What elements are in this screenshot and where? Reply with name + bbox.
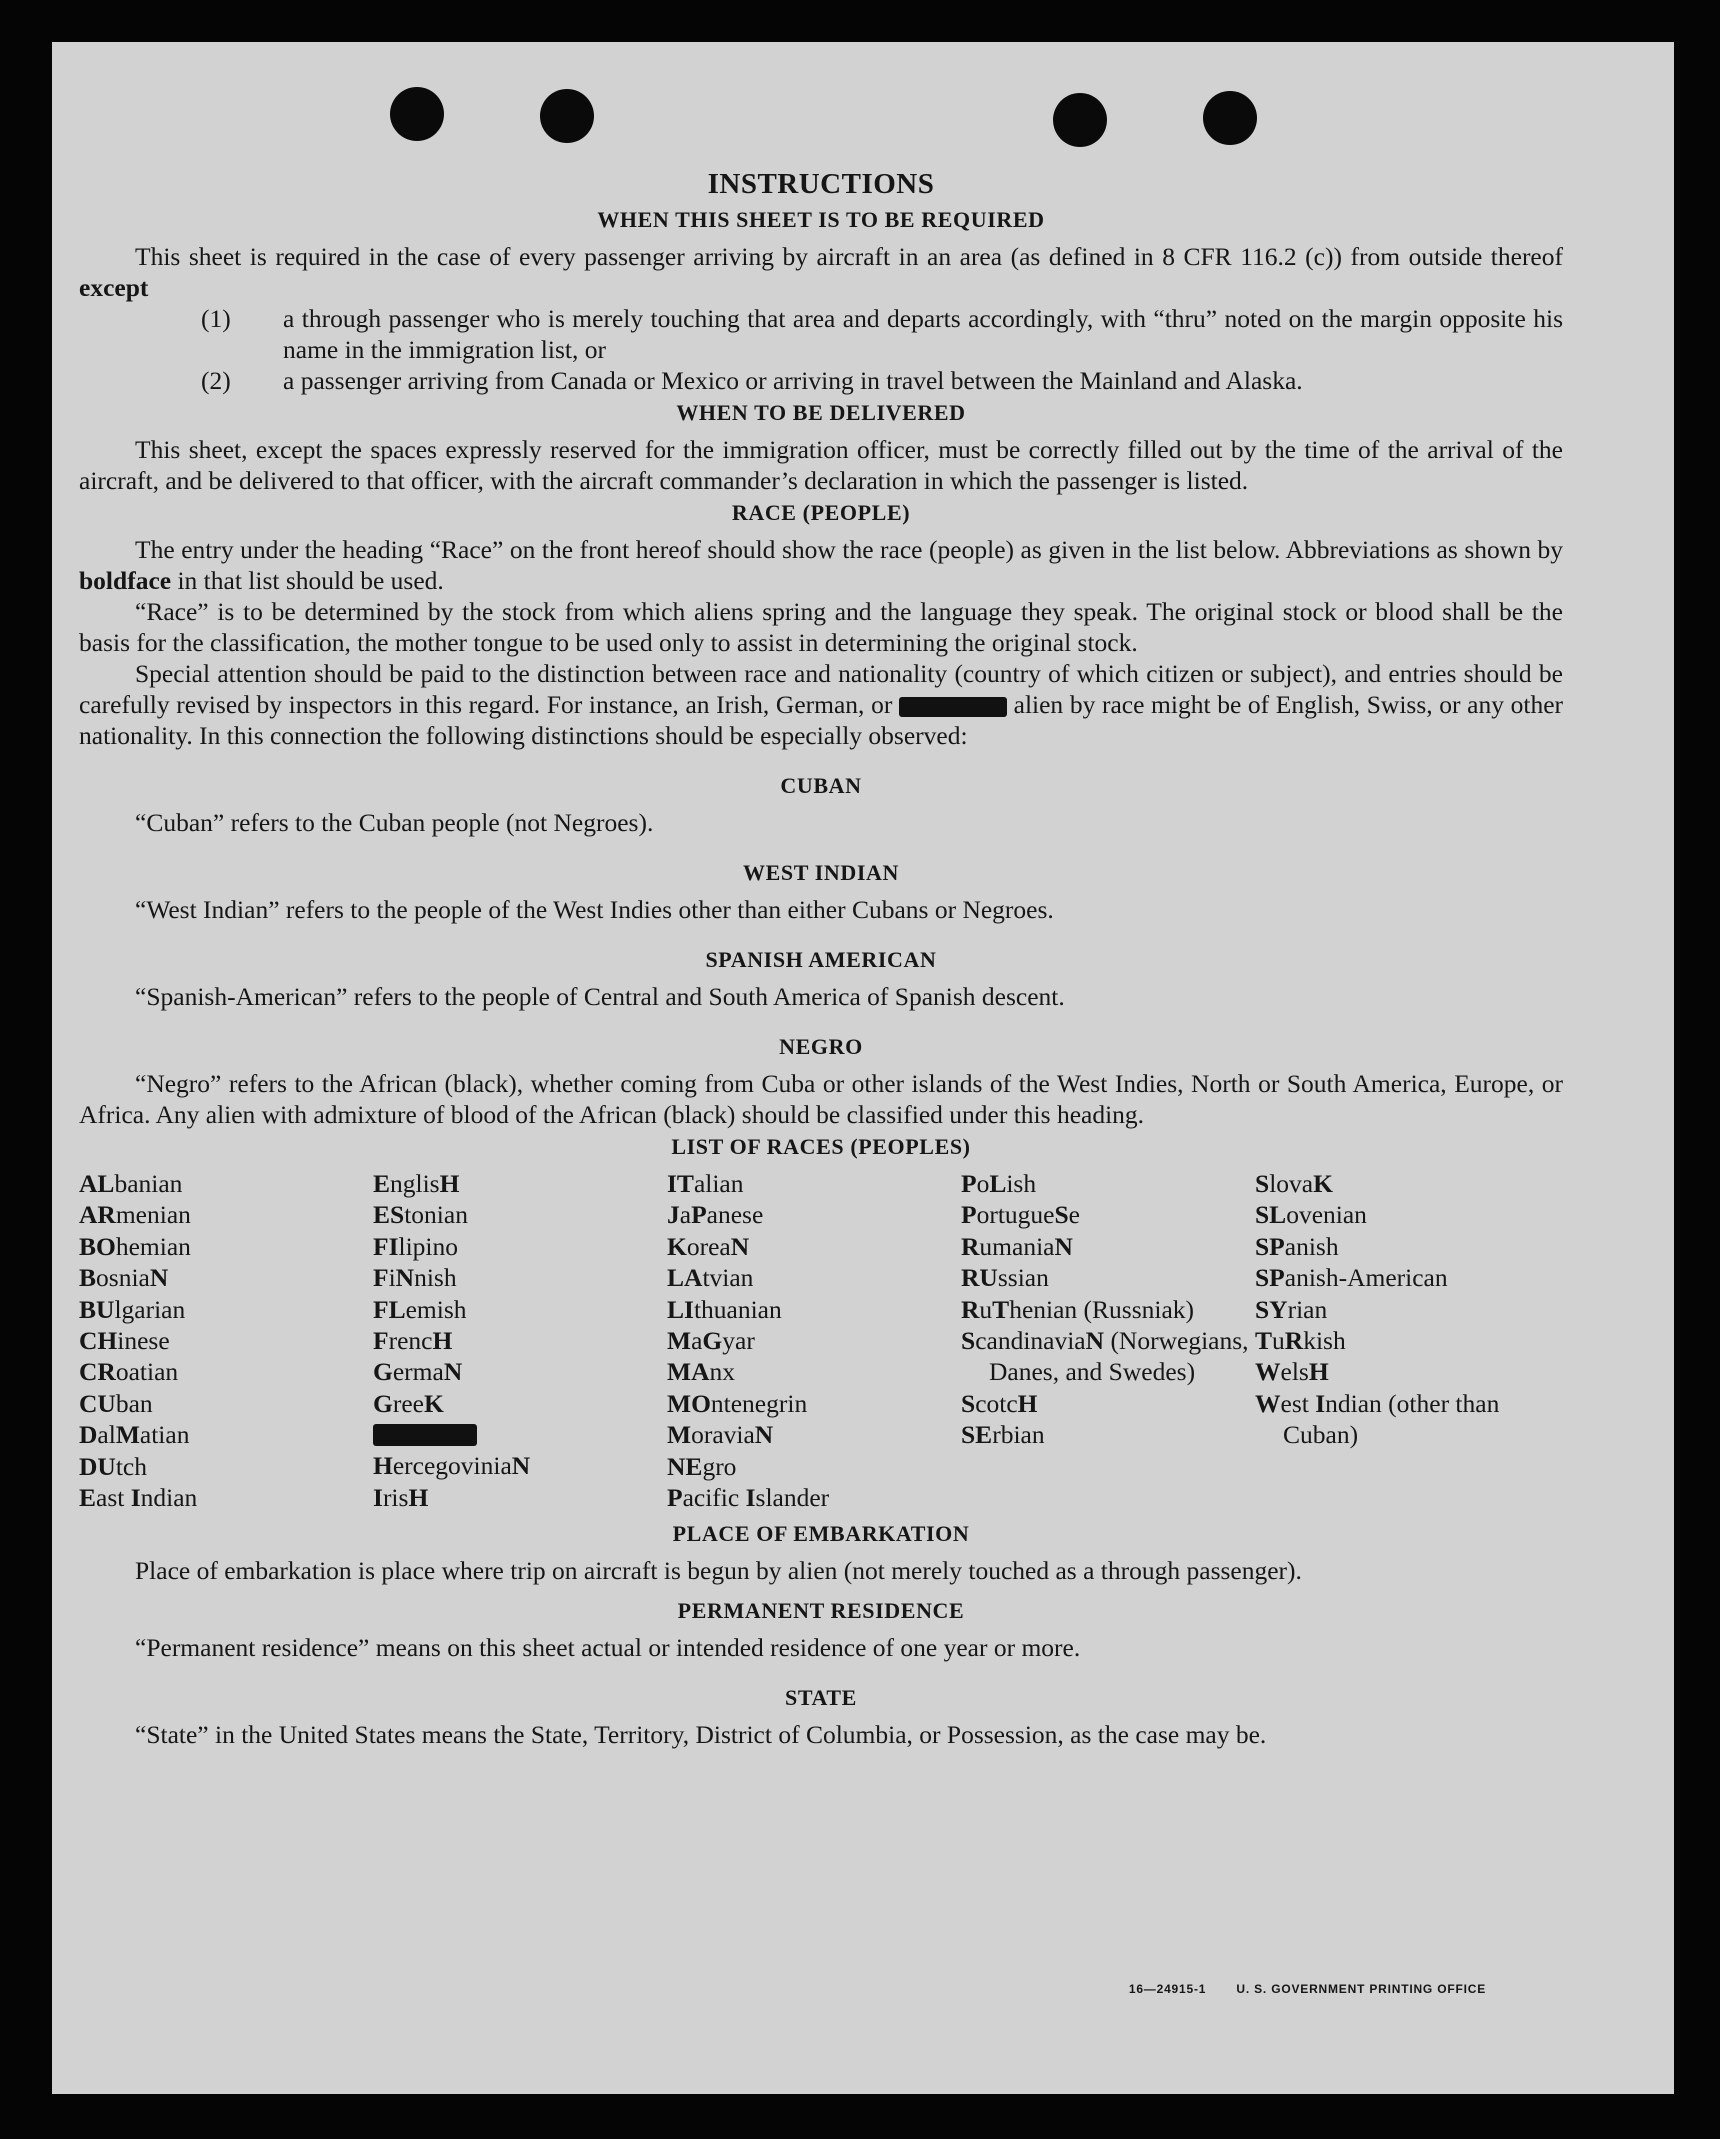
permanent-residence-text: “Permanent residence” means on this sheet actual or intended residence of one year or more. [135, 1633, 1081, 1663]
race-item: East Indian [79, 1483, 198, 1513]
race-item: EnglisH [373, 1169, 460, 1198]
race-item: CUban [79, 1388, 153, 1418]
race-item: MOntenegrin [667, 1388, 808, 1418]
race-item: KoreaN [667, 1231, 750, 1261]
race-item: LIthuanian [667, 1294, 782, 1324]
race-item: BUlgarian [79, 1294, 186, 1324]
race-list [79, 1168, 1563, 1513]
race-item: DalMatian [79, 1420, 190, 1450]
race-column [961, 1168, 1255, 1513]
race-item: BOhemian [79, 1231, 191, 1261]
heading-permanent-residence: PERMANENT RESIDENCE [677, 1598, 965, 1624]
race-item: LAtvian [667, 1263, 754, 1293]
race-column [373, 1168, 667, 1513]
form-footer [1129, 1982, 1486, 1996]
heading-when-delivered: WHEN TO BE DELIVERED [676, 400, 966, 425]
state-text: “State” in the United States means the State, Territory, District of Columbia, or Possession, as the case may be. [135, 1720, 1267, 1750]
race-column [1255, 1168, 1505, 1513]
cuban-text: “Cuban” refers to the Cuban people (not Negroes). [135, 808, 654, 837]
race-item: ALbanian [79, 1169, 183, 1198]
race-item: PortugueSe [961, 1200, 1080, 1230]
delivered-text: This sheet, except the spaces expressly reserved for the immigration officer, must be correctly filled out by the time of the arrival of the aircraft, and be delivered to that officer, with the aircraft commander’s declaration in which the passenger is listed. [79, 435, 1563, 495]
race-item: SErbian [961, 1420, 1045, 1450]
race-item: HercegoviniaN [373, 1451, 531, 1481]
embarkation-text: Place of embarkation is place where trip on aircraft is begun by alien (not merely touched as a through passenger). [135, 1556, 1302, 1586]
race-item: WelsH [1255, 1357, 1329, 1387]
race-paragraph-3: Special attention should be paid to the distinction between race and nationality (country of which citizen or subject), and entries should be carefully revised by inspectors in this regard. For instance, an Irish, German, or alien by race might be of English, Swiss, or any other nationality. In this connection the following distinctions should be especially observed: [79, 659, 1564, 750]
page-title: INSTRUCTIONS [707, 168, 935, 200]
race-item: RuThenian (Russniak) [961, 1294, 1195, 1324]
redaction-mark [373, 1424, 477, 1446]
race-item: DUtch [79, 1451, 147, 1481]
heading-race: RACE (PEOPLE) [731, 500, 911, 525]
race-item: RUssian [961, 1263, 1049, 1293]
punch-hole [1053, 93, 1107, 147]
exception-item-1: (1) a through passenger who is merely touching that area and departs accordingly, with “thru” noted on the margin opposite his name in the immigration list, or [201, 304, 1563, 364]
race-item: ITalian [667, 1169, 744, 1198]
printer-imprint: U. S. GOVERNMENT PRINTING OFFICE [1236, 1982, 1486, 1996]
heading-west-indian: WEST INDIAN [743, 860, 899, 885]
race-item: PoLish [961, 1169, 1037, 1198]
race-paragraph-1: The entry under the heading “Race” on the front hereof should show the race (people) as given in the list below. Abbreviations as shown by boldface in that list should be used. [79, 535, 1563, 595]
race-item: SLovenian [1255, 1200, 1367, 1230]
race-item: EStonian [373, 1200, 468, 1230]
race-item: CHinese [79, 1326, 170, 1356]
negro-text: “Negro” refers to the African (black), whether coming from Cuba or other islands of the West Indies, North or South America, Europe, or Africa. Any alien with admixture of blood of the African (black) should be classified under this heading. [79, 1069, 1563, 1129]
race-item: MAnx [667, 1357, 735, 1387]
race-column [79, 1168, 373, 1513]
instructions-content [79, 168, 1563, 1750]
race-item: RumaniaN [961, 1231, 1073, 1261]
west-indian-text: “West Indian” refers to the people of the West Indies other than either Cubans or Negroes. [135, 895, 1054, 924]
race-item: FLemish [373, 1294, 467, 1324]
race-item: IrisH [373, 1482, 429, 1512]
spanish-american-text: “Spanish-American” refers to the people of Central and South America of Spanish descent. [135, 982, 1065, 1011]
punch-hole [540, 89, 594, 143]
heading-cuban: CUBAN [780, 773, 862, 798]
race-item: CRoatian [79, 1357, 179, 1387]
race-item: ARmenian [79, 1200, 191, 1230]
race-item: ScotcH [961, 1388, 1038, 1418]
race-item: ScandinaviaN (Norwegians, Danes, and Swedes) [961, 1326, 1249, 1387]
race-item: SYrian [1255, 1294, 1328, 1324]
race-item: FIlipino [373, 1231, 459, 1261]
redaction-mark [899, 697, 1007, 717]
race-paragraph-2: “Race” is to be determined by the stock from which aliens spring and the language they speak. The original stock or blood shall be the basis for the classification, the mother tongue to be used only to assist in determining the original stock. [79, 597, 1563, 657]
race-item: FiNnish [373, 1263, 457, 1293]
heading-list-of-races: LIST OF RACES (PEOPLES) [671, 1134, 971, 1159]
race-item: BosniaN [79, 1263, 169, 1293]
punch-hole [1203, 91, 1257, 145]
race-item: Pacific Islander [667, 1483, 830, 1513]
heading-negro: NEGRO [779, 1034, 863, 1059]
form-number: 16—24915-1 [1128, 1982, 1207, 1996]
heading-embarkation: PLACE OF EMBARKATION [672, 1521, 970, 1547]
race-item: GermaN [373, 1357, 463, 1387]
race-item: SPanish-American [1255, 1263, 1448, 1293]
race-item: JaPanese [667, 1200, 764, 1230]
race-item: SlovaK [1255, 1169, 1333, 1198]
required-intro: This sheet is required in the case of every passenger arriving by aircraft in an area (as defined in 8 CFR 116.2 (c)) from outside thereof except [79, 242, 1563, 302]
race-item: NEgro [667, 1451, 737, 1481]
race-item: West Indian (other than Cuban) [1255, 1388, 1500, 1450]
document-sheet [52, 42, 1674, 2094]
punch-hole [390, 87, 444, 141]
race-item: FrencH [373, 1326, 453, 1356]
heading-spanish-american: SPANISH AMERICAN [705, 947, 937, 972]
exception-item-2: (2) a passenger arriving from Canada or Mexico or arriving in travel between the Mainland and Alaska. [201, 366, 1303, 395]
race-item: MaGyar [667, 1326, 755, 1356]
race-item: TuRkish [1255, 1326, 1346, 1356]
heading-state: STATE [785, 1685, 857, 1711]
race-column [667, 1168, 961, 1513]
race-item: SPanish [1255, 1231, 1339, 1261]
race-item: MoraviaN [667, 1420, 774, 1450]
race-item: GreeK [373, 1388, 444, 1418]
heading-when-required: WHEN THIS SHEET IS TO BE REQUIRED [597, 207, 1045, 232]
